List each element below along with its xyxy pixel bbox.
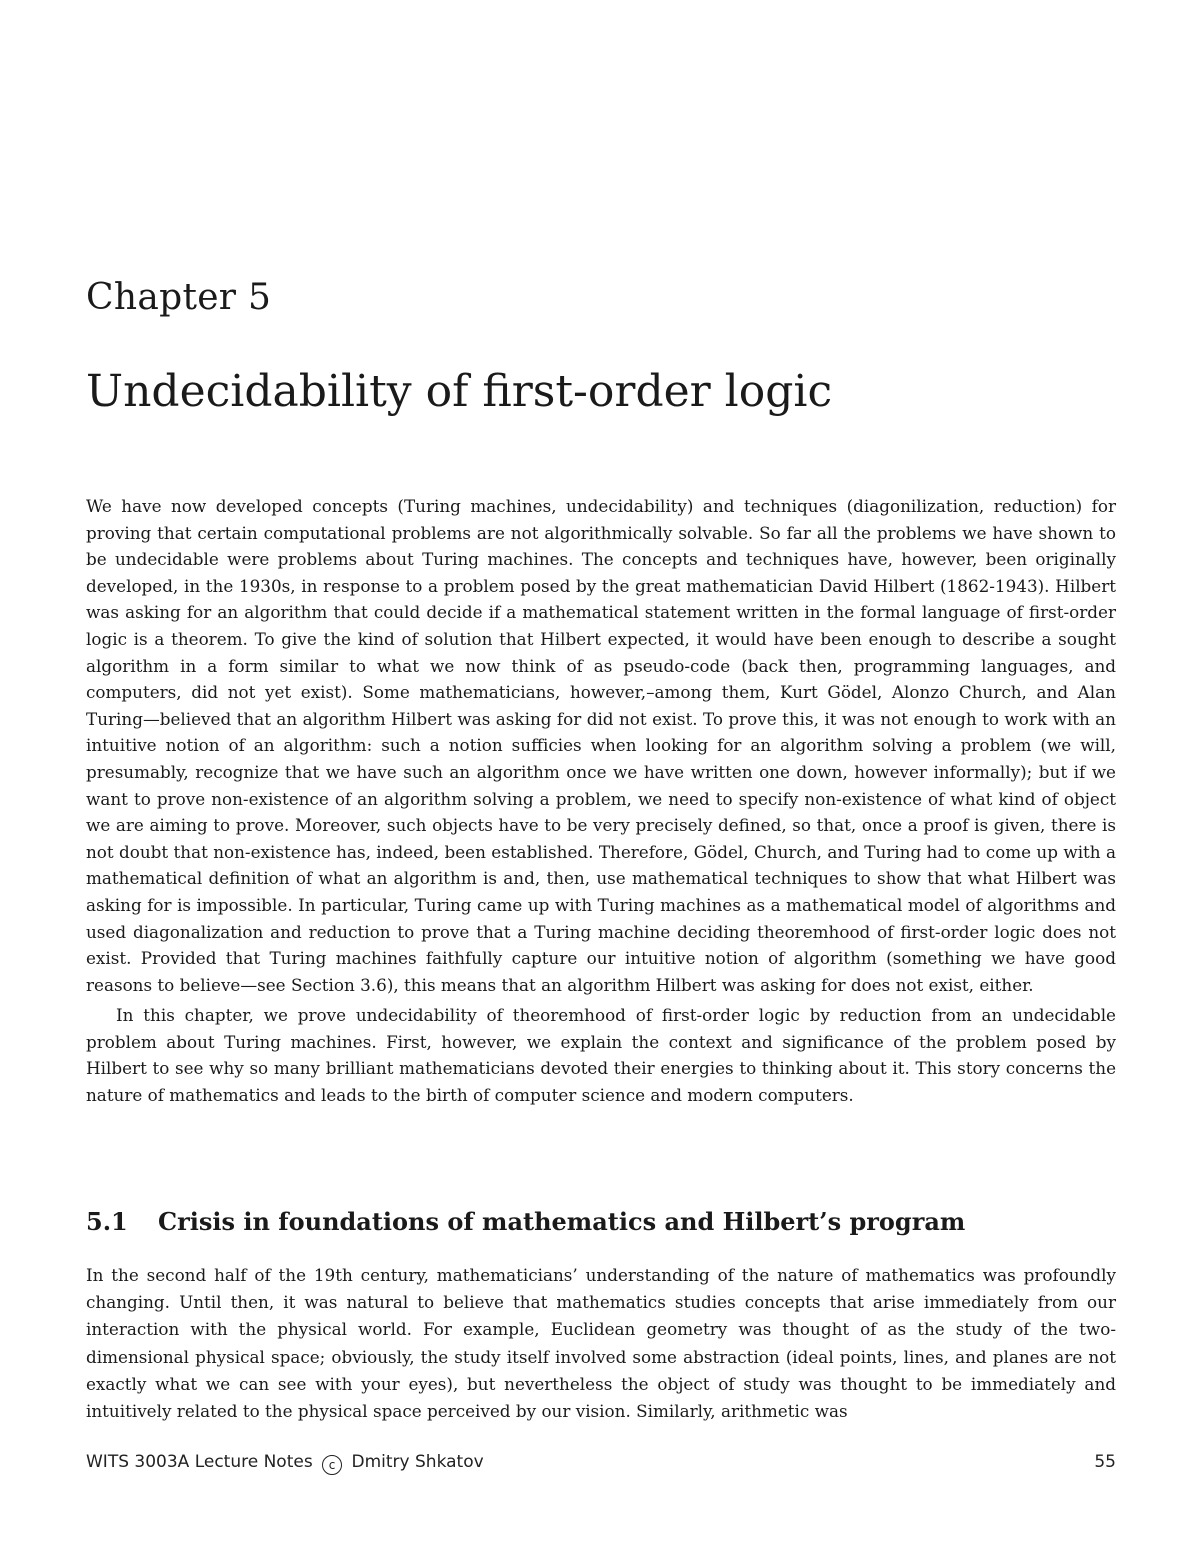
intro-paragraph-1: We have now developed concepts (Turing machines, undecidability) and techniques (diagonilization, reduction) for proving that certain computational problems are not algorithmically solvable. So far all the problems we have shown to be undecidable were problems about Turing machines. The concepts and techniques have, however, been originally developed, in the 1930s, in response to a problem posed by the great mathematician David Hilbert (1862-1943). Hilbert was asking for an algorithm that could decide if a mathematical statement written in the formal language of first-order logic is a theorem. To give the kind of solution that Hilbert expected, it would have been enough to describe a sought algorithm in a form similar to what we now think of as pseudo-code (back then, programming languages, and computers, did not yet exist). Some mathematicians, however,–among them, Kurt Gödel, Alonzo Church, and Alan Turing—believed that an algorithm Hilbert was asking for did not exist. To prove this, it was not enough to work with an intuitive notion of an algorithm: such a notion sufficies when looking for an algorithm solving a problem (we will, presumably, recognize that we have such an algorithm once we have written one down, however informally); but if we want to prove non-existence of an algorithm solving a problem, we need to specify non-existence of what kind of object we are aiming to prove. Moreover, such objects have to be very precisely defined, so that, once a proof is given, there is not doubt that non-existence has, indeed, been established. Therefore, Gödel, Church, and Turing had to come up with a mathematical definition of what an algorithm is and, then, use mathematical techniques to show that what Hilbert was asking for is impossible. In particular, Turing came up with Turing machines as a mathematical model of algorithms and used diagonalization and reduction to prove that a Turing machine deciding theoremhood of first-order logic does not exist. Provided that Turing machines faithfully capture our intuitive notion of algorithm (something we have good reasons to believe—see Section 3.6), this means that an algorithm Hilbert was asking for does not exist, either. (86, 496, 1116, 995)
section-heading (86, 1205, 965, 1239)
chapter-title: Undecidability of first-order logic (86, 366, 833, 417)
page-number: 55 (1094, 1452, 1116, 1472)
section-text (86, 1262, 1116, 1425)
section-title: Crisis in foundations of mathematics and Hilbert’s program (158, 1207, 966, 1236)
section-paragraph-1: In the second half of the 19th century, mathematicians’ understanding of the nature of mathematics was profoundly changing. Until then, it was natural to believe that mathematics studies concepts that arise immediately from our interaction with the physical world. For example, Euclidean geometry was thought of as the study of the two-dimensional physical space; obviously, the study itself involved some abstraction (ideal points, lines, and planes are not exactly what we can see with your eyes), but nevertheless the object of study was thought to be immediately and intuitively related to the physical space perceived by our vision. Similarly, arithmetic was (86, 1265, 1116, 1422)
section-number: 5.1 (86, 1207, 128, 1236)
page (86, 0, 1116, 1553)
copyright-icon: c (322, 1455, 342, 1475)
footer-credit (86, 1450, 484, 1475)
chapter-label: Chapter 5 (86, 277, 272, 318)
footer-author: Dmitry Shkatov (351, 1452, 484, 1472)
intro-text (86, 493, 1116, 1109)
page-footer (86, 1450, 1116, 1475)
footer-course: WITS 3003A Lecture Notes (86, 1452, 313, 1472)
intro-paragraph-2: In this chapter, we prove undecidability of theoremhood of first-order logic by reduction from an undecidable problem about Turing machines. First, however, we explain the context and significance of the problem posed by Hilbert to see why so many brilliant mathematicians devoted their energies to thinking about it. This story concerns the nature of mathematics and leads to the birth of computer science and modern computers. (86, 1005, 1116, 1106)
